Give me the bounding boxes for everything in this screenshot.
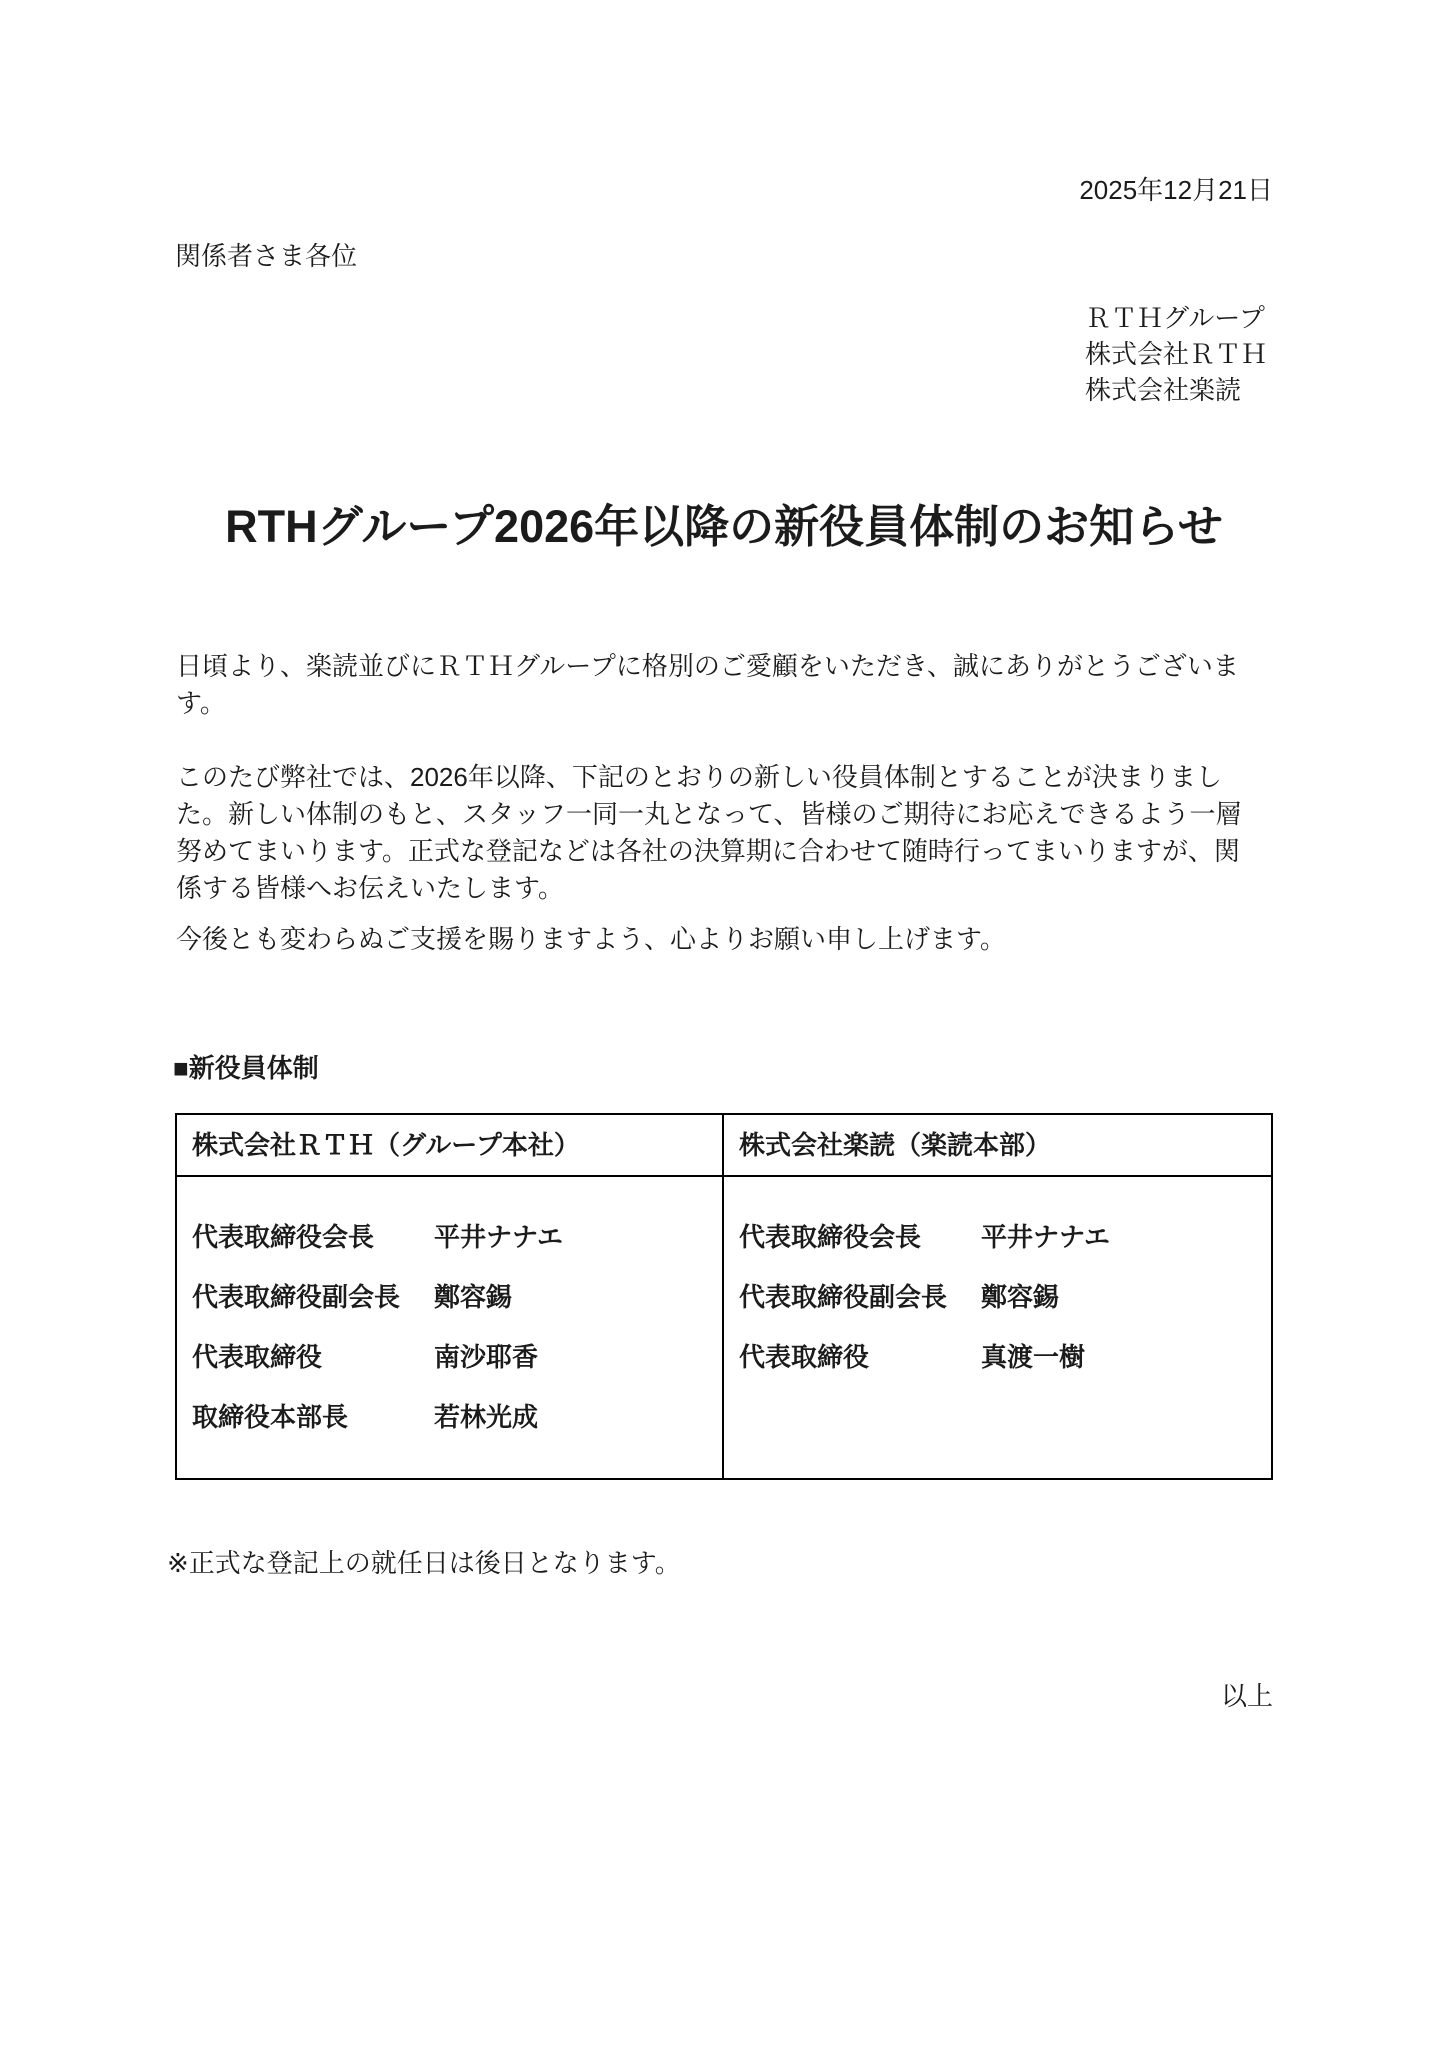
footnote: ※正式な登記上の就任日は後日となります。 xyxy=(167,1548,681,1578)
paragraph-closing-request xyxy=(176,921,1306,958)
paragraph-line: 今後とも変わらぬご支援を賜りますよう、心よりお願い申し上げます。 xyxy=(176,924,1006,954)
document-date: 2025年12月21日 xyxy=(1079,175,1273,205)
recipient-line: 関係者さま各位 xyxy=(175,241,358,271)
officer-role: 代表取締役副会長 xyxy=(739,1282,948,1312)
table-row xyxy=(192,1327,722,1387)
table-row xyxy=(739,1327,1271,1387)
table-row xyxy=(192,1267,722,1327)
table-row xyxy=(739,1267,1271,1327)
paragraph-line: た。新しい体制のもと、スタッフ一同一丸となって、皆様のご期待にお応えできるよう一層 xyxy=(176,799,1242,829)
table-header-rakudoku: 株式会社楽読（楽読本部） xyxy=(724,1115,1271,1177)
paragraph-greeting xyxy=(176,648,1306,722)
paragraph-line: す。 xyxy=(176,688,226,718)
officer-role: 代表取締役会長 xyxy=(192,1222,375,1252)
officer-name: 平井ナナエ xyxy=(981,1222,1110,1252)
officer-name: 平井ナナエ xyxy=(434,1222,563,1252)
officers-table xyxy=(175,1113,1273,1480)
paragraph-line: 努めてまいります。正式な登記などは各社の決算期に合わせて随時行ってまいりますが、関 xyxy=(176,836,1240,866)
section-heading-new-officers: ■新役員体制 xyxy=(173,1053,319,1083)
officer-name: 鄭容錫 xyxy=(981,1282,1060,1312)
officer-name: 真渡一樹 xyxy=(981,1342,1086,1372)
officer-name: 鄭容錫 xyxy=(434,1282,513,1312)
sender-company-rth: 株式会社ＲＴＨ xyxy=(1085,339,1268,369)
table-body-rth xyxy=(177,1177,724,1478)
table-row xyxy=(739,1207,1271,1267)
document-title: RTHグループ2026年以降の新役員体制のお知らせ xyxy=(225,501,1223,552)
officer-role: 代表取締役会長 xyxy=(739,1222,922,1252)
sender-block xyxy=(1085,300,1267,408)
officer-role: 代表取締役副会長 xyxy=(192,1282,401,1312)
table-row xyxy=(192,1207,722,1267)
sender-company-rakudoku: 株式会社楽読 xyxy=(1085,375,1242,405)
sender-group-name: ＲＴＨグループ xyxy=(1085,303,1265,333)
officer-name: 南沙耶香 xyxy=(434,1342,539,1372)
officer-role: 代表取締役 xyxy=(739,1342,870,1372)
paragraph-line: 係する皆様へお伝えいたします。 xyxy=(176,873,564,903)
paragraph-announcement xyxy=(176,759,1306,907)
table-header-rth: 株式会社ＲＴＨ（グループ本社） xyxy=(177,1115,724,1177)
paragraph-line: 日頃より、楽読並びにＲＴＨグループに格別のご愛顧をいただき、誠にありがとうございま xyxy=(176,651,1239,681)
closing-ijou: 以上 xyxy=(1220,1681,1273,1711)
table-body-rakudoku xyxy=(724,1177,1271,1478)
table-row xyxy=(192,1387,722,1447)
officer-role: 代表取締役 xyxy=(192,1342,323,1372)
officer-name: 若林光成 xyxy=(434,1402,539,1432)
paragraph-line: このたび弊社では、2026年以降、下記のとおりの新しい役員体制とすることが決まりまし xyxy=(176,762,1222,792)
officer-role: 取締役本部長 xyxy=(192,1402,349,1432)
